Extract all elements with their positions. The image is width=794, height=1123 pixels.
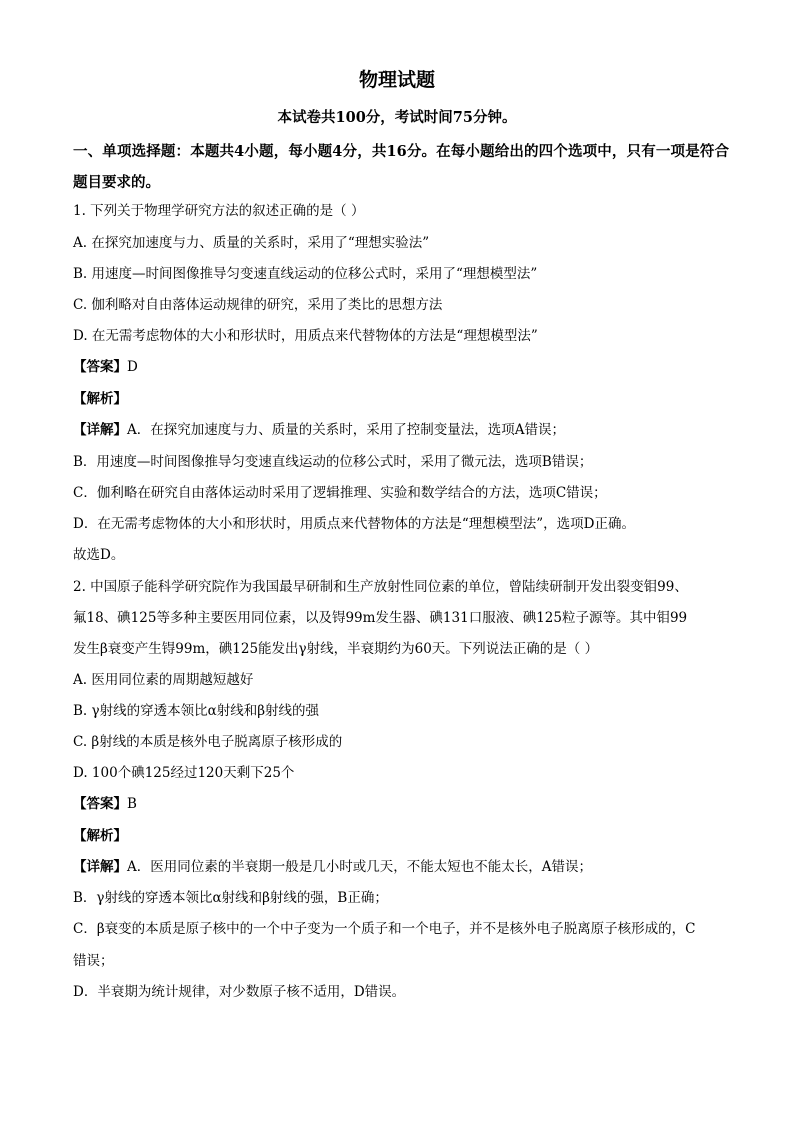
exam-info: 本试卷共100分，考试时间75分钟。: [277, 109, 517, 126]
detail-text: A．在探究加速度与力、质量的关系时，采用了控制变量法，选项A错误；: [127, 422, 565, 438]
q1-option-a: A. 在探究加速度与力、质量的关系时，采用了“理想实验法”: [73, 235, 430, 251]
q2-stem-line-3: 发生β衰变产生锝99m，碘125能发出γ射线，半衰期约为60天。下列说法正确的是（ ）: [73, 641, 599, 657]
answer-label: 【答案】: [73, 796, 127, 812]
analysis-label: 【解析】: [73, 391, 127, 407]
q2-stem-line-2: 氟18、碘125等多种主要医用同位素，以及锝99m发生器、碘131口服液、碘125粒子源等。其中钼99: [73, 610, 688, 626]
q2-option-a: A. 医用同位素的周期越短越好: [73, 672, 254, 688]
q2-option-c: C. β射线的本质是核外电子脱离原子核形成的: [73, 734, 343, 750]
q2-detail-b: B．γ射线的穿透本领比α射线和β射线的强，B正确；: [73, 890, 388, 906]
q1-detail-c: C．伽利略在研究自由落体运动时采用了逻辑推理、实验和数学结合的方法，选项C错误；: [73, 485, 607, 501]
answer-value: D: [127, 359, 138, 375]
detail-text: A．医用同位素的半衰期一般是几小时或几天，不能太短也不能太长，A错误；: [127, 859, 592, 875]
q1-option-d: D. 在无需考虑物体的大小和形状时，用质点来代替物体的方法是“理想模型法”: [73, 328, 538, 344]
q1-answer: [73, 356, 733, 378]
q1-option-c: C. 伽利略对自由落体运动规律的研究，采用了类比的思想方法: [73, 297, 443, 313]
q1-option-b: B. 用速度—时间图像推导匀变速直线运动的位移公式时，采用了“理想模型法”: [73, 266, 538, 282]
q2-detail-c: C．β衰变的本质是原子核中的一个中子变为一个质子和一个电子，并不是核外电子脱离原子核形成的，C: [73, 921, 696, 937]
detail-label: 【详解】: [73, 422, 127, 438]
q2-option-d: D. 100个碘125经过120天剩下25个: [73, 765, 295, 781]
page-title: 物理试题: [358, 69, 435, 91]
q2-answer: [73, 793, 733, 815]
answer-label: 【答案】: [73, 359, 127, 375]
q2-analysis-label: [73, 825, 733, 847]
q1-analysis-label: [73, 388, 733, 410]
q1-detail-a: [73, 419, 733, 441]
q1-detail-d: D．在无需考虑物体的大小和形状时，用质点来代替物体的方法是“理想模型法”，选项D正确。: [73, 516, 635, 532]
q1-stem: 1. 下列关于物理学研究方法的叙述正确的是（ ）: [73, 203, 365, 219]
section-heading: 一、单项选择题：本题共4小题，每小题4分，共16分。在每小题给出的四个选项中，只有一项是符合题目要求的。: [73, 143, 729, 191]
q1-conclusion: 故选D。: [73, 547, 125, 563]
q2-detail-a: [73, 856, 733, 878]
answer-value: B: [127, 796, 137, 812]
q1-detail-b: B．用速度—时间图像推导匀变速直线运动的位移公式时，采用了微元法，选项B错误；: [73, 454, 593, 470]
q2-detail-d: D．半衰期为统计规律，对少数原子核不适用，D错误。: [73, 984, 406, 1000]
detail-label: 【详解】: [73, 859, 127, 875]
q2-option-b: B. γ射线的穿透本领比α射线和β射线的强: [73, 703, 319, 719]
q2-stem-line-1: 2. 中国原子能科学研究院作为我国最早研制和生产放射性同位素的单位，曾陆续研制开发出裂变钼99、: [73, 579, 688, 595]
analysis-label: 【解析】: [73, 828, 127, 844]
q2-detail-c-cont: 错误；: [73, 953, 114, 969]
